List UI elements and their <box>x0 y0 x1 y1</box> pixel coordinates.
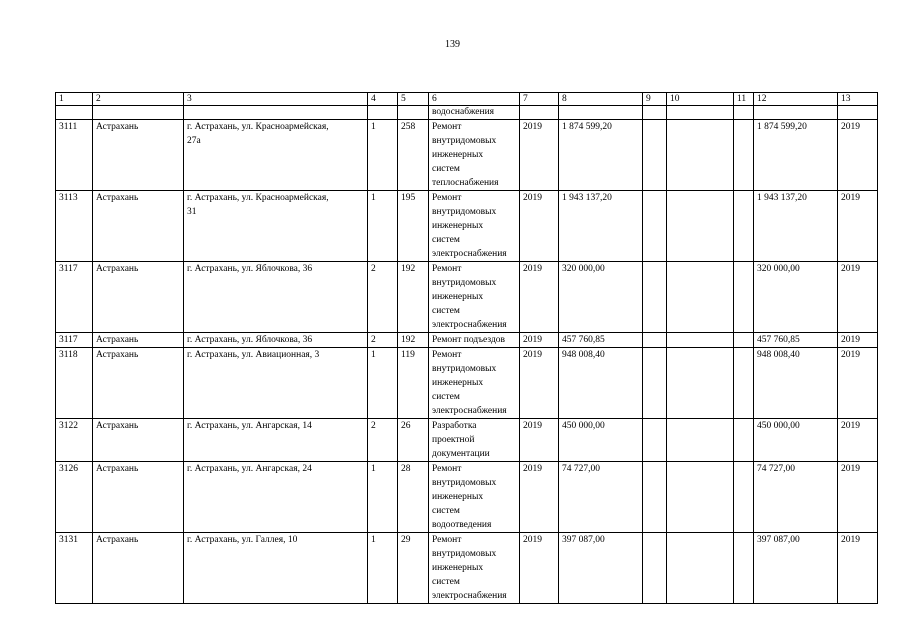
work-type-cell <box>429 120 520 191</box>
column-10-cell <box>667 462 734 533</box>
total-cost-cell: 450 000,00 <box>754 419 838 462</box>
cell-line: 31 <box>187 207 197 217</box>
repair-program-table <box>55 92 878 604</box>
table-cell <box>643 106 667 120</box>
column-11-cell <box>734 348 754 419</box>
year-cell: 2019 <box>520 333 559 348</box>
cost-cell: 1 943 137,20 <box>559 191 643 262</box>
completion-year-cell: 2019 <box>838 120 878 191</box>
table-cell <box>838 106 878 120</box>
work-type-cell: водоснабжения <box>429 106 520 120</box>
cell-line: г. Астрахань, ул. Авиационная, 3 <box>187 350 320 360</box>
cell-line: инженерных <box>432 150 484 160</box>
column-5-cell: 195 <box>398 191 429 262</box>
cost-cell: 1 874 599,20 <box>559 120 643 191</box>
record-number-cell: 3113 <box>56 191 93 262</box>
column-number-cell: 11 <box>734 93 754 106</box>
municipality-cell: Астрахань <box>93 191 184 262</box>
column-4-cell: 2 <box>368 262 398 333</box>
completion-year-cell: 2019 <box>838 462 878 533</box>
column-9-cell <box>643 419 667 462</box>
table-row <box>56 462 878 533</box>
table-cell <box>368 106 398 120</box>
cell-line: Ремонт <box>432 122 462 132</box>
column-number-cell: 2 <box>93 93 184 106</box>
column-9-cell <box>643 462 667 533</box>
column-number-cell: 12 <box>754 93 838 106</box>
record-number-cell: 3126 <box>56 462 93 533</box>
municipality-cell: Астрахань <box>93 262 184 333</box>
column-number-cell: 1 <box>56 93 93 106</box>
total-cost-cell: 1 874 599,20 <box>754 120 838 191</box>
column-4-cell: 1 <box>368 533 398 604</box>
cell-line: Разработка <box>432 421 477 431</box>
table-row <box>56 419 878 462</box>
column-4-cell: 2 <box>368 419 398 462</box>
table-cell <box>559 106 643 120</box>
column-9-cell <box>643 120 667 191</box>
cell-line: внутридомовых <box>432 136 497 146</box>
cell-line: внутридомовых <box>432 364 497 374</box>
cell-line: инженерных <box>432 492 484 502</box>
completion-year-cell: 2019 <box>838 419 878 462</box>
cost-cell: 450 000,00 <box>559 419 643 462</box>
column-11-cell <box>734 419 754 462</box>
address-cell <box>184 533 368 604</box>
cell-line: инженерных <box>432 378 484 388</box>
cell-line: 27а <box>187 136 201 146</box>
cell-line: г. Астрахань, ул. Ангарская, 24 <box>187 464 312 474</box>
table-row <box>56 348 878 419</box>
total-cost-cell: 457 760,85 <box>754 333 838 348</box>
record-number-cell: 3117 <box>56 262 93 333</box>
table-body <box>56 93 878 604</box>
column-number-cell: 3 <box>184 93 368 106</box>
table-cell <box>754 106 838 120</box>
column-number-cell: 13 <box>838 93 878 106</box>
column-number-cell: 6 <box>429 93 520 106</box>
column-number-cell: 5 <box>398 93 429 106</box>
column-11-cell <box>734 120 754 191</box>
cell-line: Ремонт <box>432 535 462 545</box>
table-cell <box>520 106 559 120</box>
table-row <box>56 533 878 604</box>
total-cost-cell: 1 943 137,20 <box>754 191 838 262</box>
column-9-cell <box>643 533 667 604</box>
column-number-cell: 7 <box>520 93 559 106</box>
column-10-cell <box>667 333 734 348</box>
address-cell <box>184 333 368 348</box>
completion-year-cell: 2019 <box>838 533 878 604</box>
cell-line: систем <box>432 392 460 402</box>
column-11-cell <box>734 533 754 604</box>
cell-line: водоотведения <box>432 520 492 530</box>
cost-cell: 397 087,00 <box>559 533 643 604</box>
table-row <box>56 120 878 191</box>
work-type-cell <box>429 462 520 533</box>
column-9-cell <box>643 333 667 348</box>
table-row <box>56 262 878 333</box>
column-4-cell: 1 <box>368 462 398 533</box>
municipality-cell: Астрахань <box>93 533 184 604</box>
cost-cell: 457 760,85 <box>559 333 643 348</box>
column-10-cell <box>667 348 734 419</box>
column-10-cell <box>667 262 734 333</box>
table-cell <box>667 106 734 120</box>
cell-line: инженерных <box>432 221 484 231</box>
total-cost-cell: 74 727,00 <box>754 462 838 533</box>
cell-line: г. Астрахань, ул. Красноармейская, <box>187 122 329 132</box>
record-number-cell: 3111 <box>56 120 93 191</box>
page-number: 139 <box>445 39 460 50</box>
cost-cell: 74 727,00 <box>559 462 643 533</box>
cell-line: инженерных <box>432 563 484 573</box>
column-10-cell <box>667 120 734 191</box>
cell-line: проектной <box>432 435 475 445</box>
column-9-cell <box>643 191 667 262</box>
column-10-cell <box>667 419 734 462</box>
column-11-cell <box>734 191 754 262</box>
cell-line: электроснабжения <box>432 591 507 601</box>
municipality-cell: Астрахань <box>93 120 184 191</box>
table-row <box>56 191 878 262</box>
cell-line: теплоснабжения <box>432 178 499 188</box>
column-number-row <box>56 93 878 106</box>
column-5-cell: 192 <box>398 333 429 348</box>
column-4-cell: 1 <box>368 191 398 262</box>
total-cost-cell: 397 087,00 <box>754 533 838 604</box>
municipality-cell: Астрахань <box>93 419 184 462</box>
municipality-cell: Астрахань <box>93 348 184 419</box>
record-number-cell: 3117 <box>56 333 93 348</box>
column-9-cell <box>643 348 667 419</box>
completion-year-cell: 2019 <box>838 191 878 262</box>
column-number-cell: 9 <box>643 93 667 106</box>
record-number-cell: 3118 <box>56 348 93 419</box>
cell-line: г. Астрахань, ул. Галлея, 10 <box>187 535 298 545</box>
column-10-cell <box>667 533 734 604</box>
column-number-cell: 8 <box>559 93 643 106</box>
continuation-row <box>56 106 878 120</box>
column-11-cell <box>734 462 754 533</box>
column-5-cell: 258 <box>398 120 429 191</box>
record-number-cell: 3131 <box>56 533 93 604</box>
work-type-cell <box>429 191 520 262</box>
table-cell <box>398 106 429 120</box>
cell-line: систем <box>432 164 460 174</box>
table-row <box>56 333 878 348</box>
work-type-cell <box>429 419 520 462</box>
total-cost-cell: 320 000,00 <box>754 262 838 333</box>
address-cell <box>184 348 368 419</box>
table-cell <box>56 106 93 120</box>
table-cell <box>184 106 368 120</box>
column-5-cell: 119 <box>398 348 429 419</box>
table-cell <box>93 106 184 120</box>
address-cell <box>184 419 368 462</box>
address-cell <box>184 120 368 191</box>
column-5-cell: 192 <box>398 262 429 333</box>
column-5-cell: 29 <box>398 533 429 604</box>
cell-line: г. Астрахань, ул. Яблочкова, 36 <box>187 264 313 274</box>
column-5-cell: 26 <box>398 419 429 462</box>
address-cell <box>184 262 368 333</box>
cell-line: электроснабжения <box>432 406 507 416</box>
column-9-cell <box>643 262 667 333</box>
address-cell <box>184 462 368 533</box>
cell-line: электроснабжения <box>432 249 507 259</box>
cell-line: внутридомовых <box>432 549 497 559</box>
table-cell <box>734 106 754 120</box>
cell-line: Ремонт подъездов <box>432 335 506 345</box>
work-type-cell <box>429 262 520 333</box>
completion-year-cell: 2019 <box>838 333 878 348</box>
column-number-cell: 4 <box>368 93 398 106</box>
column-number-cell: 10 <box>667 93 734 106</box>
cell-line: г. Астрахань, ул. Яблочкова, 36 <box>187 335 313 345</box>
year-cell: 2019 <box>520 262 559 333</box>
column-11-cell <box>734 262 754 333</box>
cell-line: электроснабжения <box>432 320 507 330</box>
work-type-cell <box>429 348 520 419</box>
cell-line: Ремонт <box>432 264 462 274</box>
municipality-cell: Астрахань <box>93 462 184 533</box>
cell-line: Ремонт <box>432 464 462 474</box>
completion-year-cell: 2019 <box>838 262 878 333</box>
cell-line: внутридомовых <box>432 478 497 488</box>
year-cell: 2019 <box>520 462 559 533</box>
column-10-cell <box>667 191 734 262</box>
cell-line: документации <box>432 449 490 459</box>
column-4-cell: 1 <box>368 348 398 419</box>
cell-line: систем <box>432 306 460 316</box>
column-4-cell: 2 <box>368 333 398 348</box>
cost-cell: 948 008,40 <box>559 348 643 419</box>
cell-line: г. Астрахань, ул. Ангарская, 14 <box>187 421 312 431</box>
column-5-cell: 28 <box>398 462 429 533</box>
year-cell: 2019 <box>520 191 559 262</box>
cell-line: Ремонт <box>432 350 462 360</box>
cell-line: инженерных <box>432 292 484 302</box>
cell-line: систем <box>432 235 460 245</box>
cell-line: внутридомовых <box>432 278 497 288</box>
municipality-cell: Астрахань <box>93 333 184 348</box>
work-type-cell <box>429 533 520 604</box>
year-cell: 2019 <box>520 120 559 191</box>
column-11-cell <box>734 333 754 348</box>
total-cost-cell: 948 008,40 <box>754 348 838 419</box>
cell-line: г. Астрахань, ул. Красноармейская, <box>187 193 329 203</box>
cell-line: систем <box>432 506 460 516</box>
cost-cell: 320 000,00 <box>559 262 643 333</box>
cell-line: систем <box>432 577 460 587</box>
year-cell: 2019 <box>520 348 559 419</box>
work-type-cell <box>429 333 520 348</box>
column-4-cell: 1 <box>368 120 398 191</box>
record-number-cell: 3122 <box>56 419 93 462</box>
address-cell <box>184 191 368 262</box>
year-cell: 2019 <box>520 419 559 462</box>
year-cell: 2019 <box>520 533 559 604</box>
cell-line: внутридомовых <box>432 207 497 217</box>
cell-line: Ремонт <box>432 193 462 203</box>
completion-year-cell: 2019 <box>838 348 878 419</box>
